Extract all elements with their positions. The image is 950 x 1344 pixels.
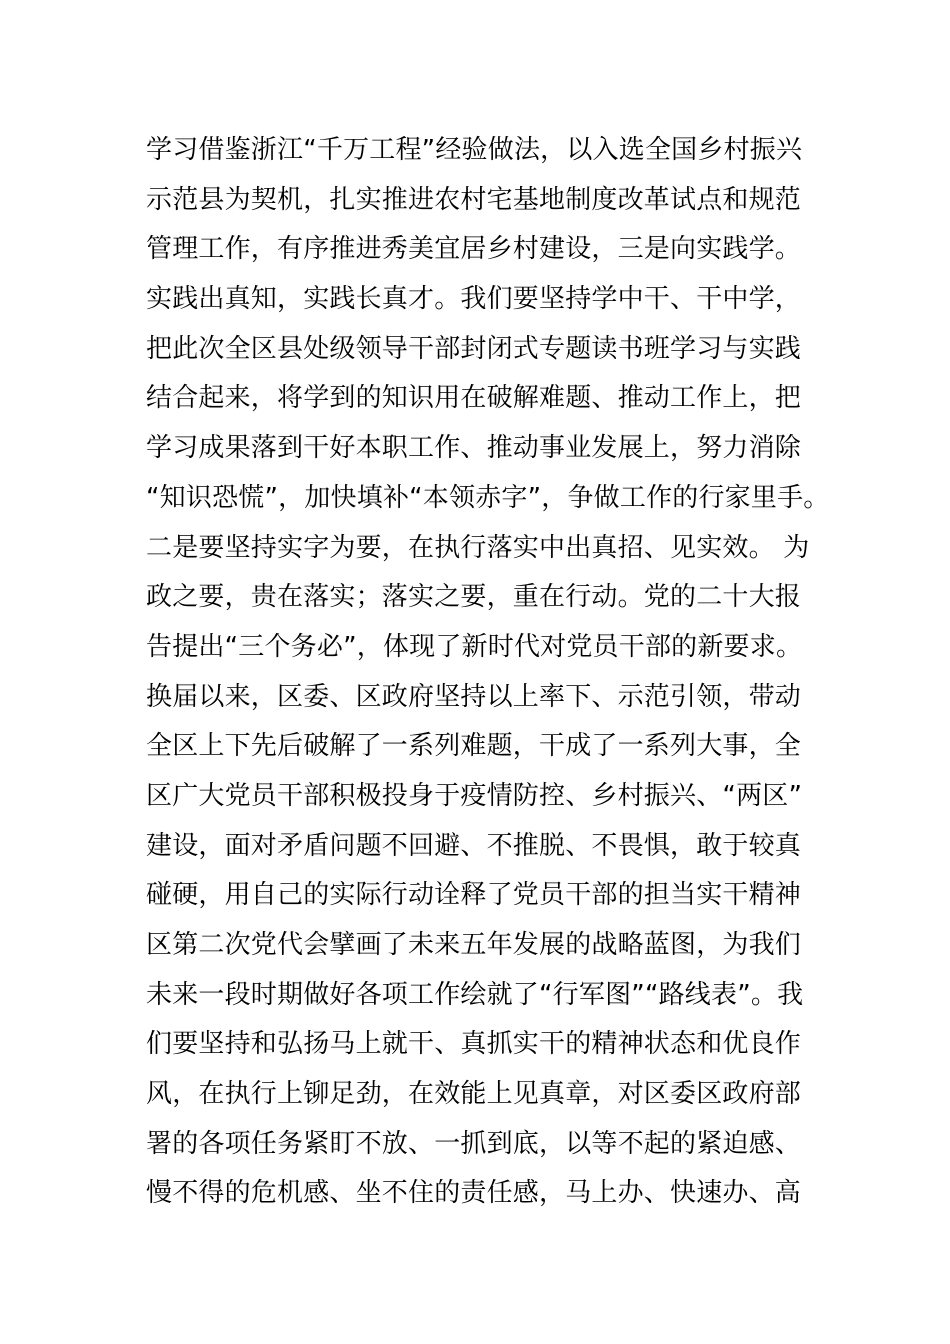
text-line: 结合起来，将学到的知识用在破解难题、推动工作上，把 [146, 383, 802, 414]
text-line: 换届以来，区委、区政府坚持以上率下、示范引领，带动 [146, 681, 802, 712]
text-line: 们要坚持和弘扬马上就干、真抓实干的精神状态和优良作 [146, 1029, 802, 1060]
text-line: 署的各项任务紧盯不放、一抓到底，以等不起的紧迫感、 [146, 1128, 802, 1159]
text-line: 区广大党员干部积极投身于疫情防控、乡村振兴、“两区” [146, 780, 803, 811]
text-line: 实践出真知，实践长真才。我们要坚持学中干、干中学， [146, 284, 802, 315]
text-line: 未来一段时期做好各项工作绘就了“行军图”“路线表”。我 [146, 979, 804, 1010]
text-line: 区第二次党代会擘画了未来五年发展的战略蓝图，为我们 [146, 930, 802, 960]
text-line: 慢不得的危机感、坐不住的责任感，马上办、快速办、高 [146, 1178, 802, 1209]
text-line: 风，在执行上铆足劲，在效能上见真章，对区委区政府部 [146, 1079, 802, 1110]
text-line: 把此次全区县处级领导干部封闭式专题读书班学习与实践 [146, 333, 802, 364]
text-line: 告提出“三个务必”，体现了新时代对党员干部的新要求。 [146, 631, 803, 662]
text-line: “知识恐慌”，加快填补“本领赤字”，争做工作的行家里手。 [146, 482, 830, 513]
text-line: 政之要，贵在落实；落实之要，重在行动。党的二十大报 [146, 582, 802, 613]
text-line: 全区上下先后破解了一系列难题，干成了一系列大事，全 [146, 731, 802, 762]
text-line: 碰硬，用自己的实际行动诠释了党员干部的担当实干精神 [146, 880, 802, 911]
text-line: 二是要坚持实字为要，在执行落实中出真招、见实效。 为 [146, 532, 810, 563]
body-text [146, 126, 830, 1219]
text-line: 建设，面对矛盾问题不回避、不推脱、不畏惧，敢于较真 [146, 830, 802, 861]
text-line: 学习借鉴浙江“千万工程”经验做法，以入选全国乡村振兴 [146, 135, 803, 165]
text-line: 学习成果落到干好本职工作、推动事业发展上，努力消除 [146, 433, 802, 464]
text-line: 示范县为契机，扎实推进农村宅基地制度改革试点和规范 [146, 184, 802, 215]
text-line: 管理工作，有序推进秀美宜居乡村建设，三是向实践学。 [146, 234, 802, 265]
